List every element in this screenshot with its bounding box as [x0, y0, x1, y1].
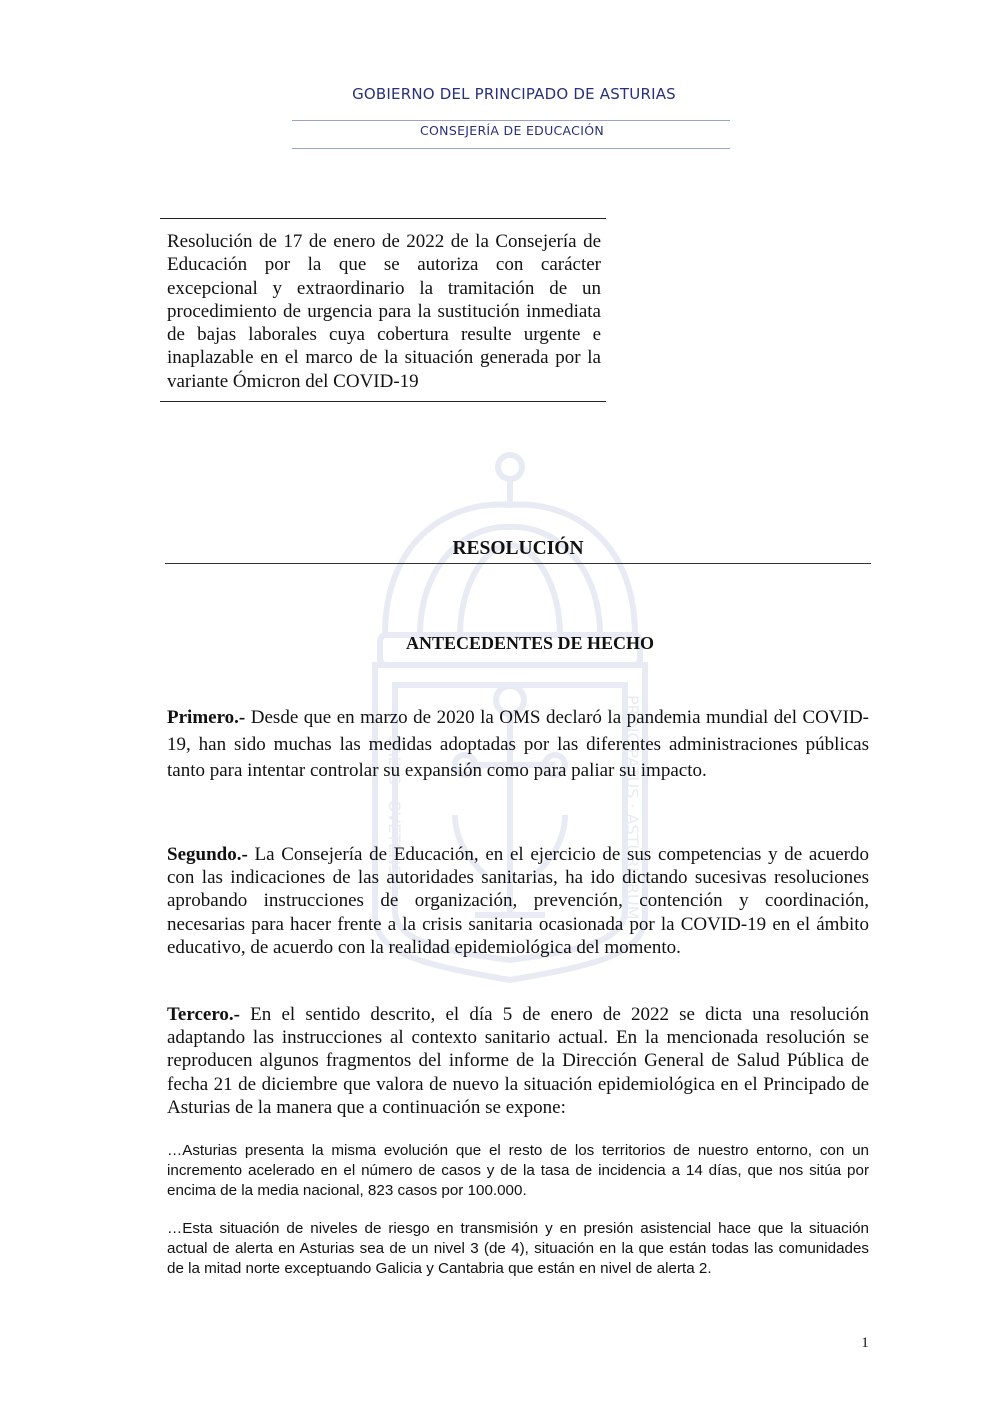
paragraph-tercero [167, 1003, 869, 1119]
header-divider-bottom [292, 148, 730, 149]
watermark-text-left: SALVS · OVETENSIS [385, 735, 404, 891]
resolucion-heading: RESOLUCIÓN [452, 538, 584, 559]
paragraph-primero [167, 705, 869, 785]
quote-2: …Esta situación de niveles de riesgo en transmisión y en presión asistencial hace que la situación actual de alerta en Asturias sea de un nivel 3 (de 4), situación en la que están todas las comunidades de la mitad norte exceptuando Galicia y Cantabria que están en nivel de alerta 2. [167, 1220, 869, 1277]
paragraph-segundo [167, 843, 869, 959]
resolucion-divider [165, 563, 871, 564]
paragraph-text: La Consejería de Educación, en el ejercicio de sus competencias y de acuerdo con las indicaciones de las autoridades sanitarias, ha ido dictando sucesivas resoluciones aprobando instrucciones de organización, prevención, contención y coordinación, necesarias para hacer frente a la crisis sanitaria ocasionada por la COVID-19 en el ámbito educativo, de acuerdo con la realidad epidemiológica del momento. [167, 844, 870, 958]
header-title: GOBIERNO DEL PRINCIPADO DE ASTURIAS [352, 85, 676, 103]
watermark-text-right: PRINCIPATUS · ASTURIARUM [623, 695, 642, 920]
antecedentes-heading: ANTECEDENTES DE HECHO [405, 633, 655, 653]
page-number: 1 [861, 1335, 869, 1351]
header-subtitle: CONSEJERÍA DE EDUCACIÓN [420, 123, 604, 138]
paragraph-label: Primero.- [167, 707, 246, 728]
paragraph-text: En el sentido descrito, el día 5 de enero de 2022 se dicta una resolución adaptando las instrucciones al contexto sanitario actual. En la mencionada resolución se reproducen algunos fragmentos del informe de la Dirección General de Salud Pública de fecha 21 de diciembre que valora de nuevo la situación epidemiológica en el Principado de Asturias de la manera que a continuación se expone: [167, 1004, 869, 1118]
header-divider-top [292, 120, 730, 121]
paragraph-text: Desde que en marzo de 2020 la OMS declaró la pandemia mundial del COVID- 19, han sido muchas las medidas adoptadas por las diferentes administraciones públicas tanto para intentar controlar su expansión como para paliar su impacto. [167, 707, 870, 782]
summary-text: Resolución de 17 de enero de 2022 de la Consejería de Educación por la que se autoriza con carácter excepcional y extraordinario la tramitación de un procedimiento de urgencia para la sustitución inmediata de bajas laborales cuya cobertura resulte urgente e inaplazable en el marco de la situación generada por la variante Ómicron del COVID-19 [167, 231, 601, 392]
summary-box [160, 218, 606, 402]
paragraph-label: Tercero.- [167, 1004, 240, 1025]
paragraph-label: Segundo.- [167, 844, 248, 865]
quote-1: …Asturias presenta la misma evolución que el resto de los territorios de nuestro entorno, con un incremento acelerado en el número de casos y de la tasa de incidencia a 14 días, que nos sitúa por encima de la media nacional, 823 casos por 100.000. [167, 1142, 869, 1199]
